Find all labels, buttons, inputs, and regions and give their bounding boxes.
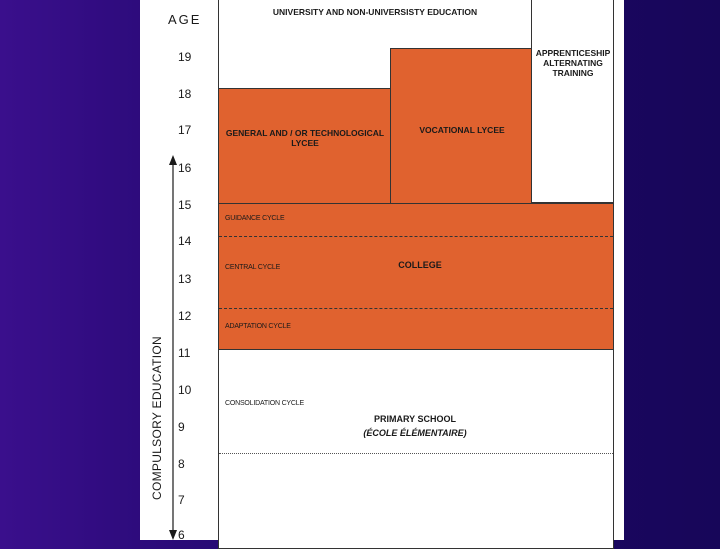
guidance-divider: [219, 236, 613, 237]
age-14: 14: [178, 234, 192, 248]
age-18: 18: [178, 87, 192, 101]
age-17: 17: [178, 123, 192, 137]
consolidation-cycle-label: CONSOLIDATION CYCLE: [225, 400, 304, 407]
age-6: 6: [178, 528, 185, 542]
age-19: 19: [178, 50, 192, 64]
guidance-cycle-label: GUIDANCE CYCLE: [225, 215, 285, 222]
general-lycee-label-line1: GENERAL AND / OR TECHNOLOGICAL: [225, 128, 385, 138]
primary-school-label: PRIMARY SCHOOL: [373, 414, 456, 424]
primary-school-box: [218, 349, 614, 549]
age-15: 15: [178, 198, 192, 212]
primary-divider: [219, 453, 613, 454]
apprenticeship-label: APPRENTICESHIP ALTERNATING TRAINING: [535, 48, 611, 78]
compulsory-arrow: [166, 155, 180, 540]
age-9: 9: [178, 420, 185, 434]
age-10: 10: [178, 383, 192, 397]
age-header: AGE: [168, 12, 202, 27]
adaptation-cycle-label: ADAPTATION CYCLE: [225, 323, 291, 330]
college-label: COLLEGE: [398, 260, 442, 270]
central-cycle-label: CENTRAL CYCLE: [225, 264, 281, 271]
university-label: UNIVERSITY AND NON-UNIVERSISTY EDUCATION: [272, 7, 478, 17]
vocational-lycee-label: VOCATIONAL LYCEE: [419, 125, 505, 135]
primary-school-fr-label: (ÉCOLE ÉLÉMENTAIRE): [363, 428, 467, 438]
adaptation-divider: [219, 308, 613, 309]
age-12: 12: [178, 309, 192, 323]
age-8: 8: [178, 457, 185, 471]
apprenticeship-box: [531, 0, 614, 203]
age-11: 11: [178, 346, 191, 360]
age-16: 16: [178, 161, 192, 175]
compulsory-education-label: COMPULSORY EDUCATION: [150, 335, 164, 500]
age-13: 13: [178, 272, 192, 286]
general-lycee-label-line2: LYCEE: [291, 138, 319, 148]
age-7: 7: [178, 493, 185, 507]
